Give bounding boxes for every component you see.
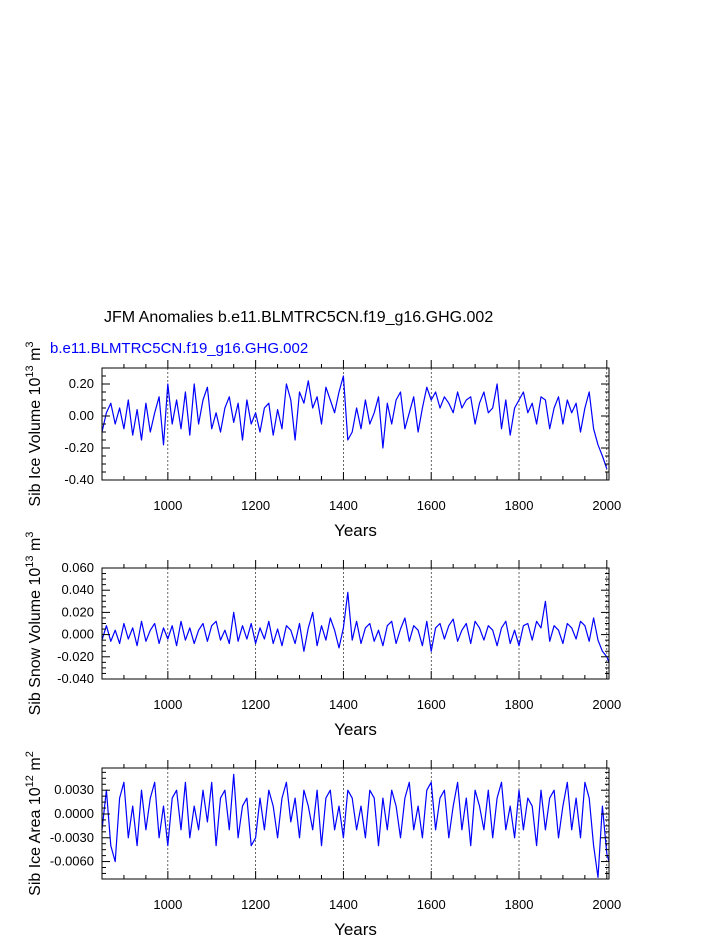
x-tick-label: 1200 xyxy=(241,697,271,712)
x-tick-label: 1000 xyxy=(153,498,183,513)
y-tick-label: -0.020 xyxy=(57,648,94,664)
x-axis-title: Years xyxy=(334,521,377,540)
y-axis-title-text: Sib Snow Volume 10 xyxy=(27,567,44,716)
series-line xyxy=(102,592,609,662)
y-tick-label: 0.00 xyxy=(68,408,94,423)
y-tick-label: 0.000 xyxy=(61,626,94,642)
y-axis-title-unit-exponent: 3 xyxy=(24,341,36,348)
y-axis-title-unit: m xyxy=(27,757,44,776)
y-tick-label: -0.0060 xyxy=(49,853,94,869)
x-tick-label: 2000 xyxy=(592,498,622,513)
x-tick-label: 1400 xyxy=(328,498,358,513)
subtitle: b.e11.BLMTRC5CN.f19_g16.GHG.002 xyxy=(50,340,309,357)
y-tick-label: 0.020 xyxy=(61,604,94,620)
series-line xyxy=(102,774,609,877)
y-axis-title-unit-exponent: 2 xyxy=(24,751,36,758)
y-tick-label: 0.060 xyxy=(61,560,94,575)
plot-frame xyxy=(102,368,609,480)
x-tick-label: 1400 xyxy=(328,897,358,912)
x-tick-label: 1800 xyxy=(504,697,534,712)
y-axis-title-text: Sib Ice Volume 10 xyxy=(27,377,44,507)
x-tick-label: 1800 xyxy=(504,897,534,912)
x-axis-title: Years xyxy=(334,720,377,739)
x-tick-label: 1400 xyxy=(328,697,358,712)
x-tick-label: 1800 xyxy=(504,498,534,513)
y-axis-title-exponent: 12 xyxy=(24,775,36,788)
series-line xyxy=(102,376,607,469)
x-tick-label: 2000 xyxy=(592,697,622,712)
y-axis-title xyxy=(24,751,44,896)
y-axis-title-unit: m xyxy=(27,537,44,556)
x-tick-label: 1000 xyxy=(153,697,183,712)
y-axis-title xyxy=(24,341,44,506)
y-tick-label: -0.040 xyxy=(57,671,94,686)
y-tick-label: 0.040 xyxy=(61,582,94,598)
panel-1 xyxy=(24,341,621,540)
y-axis-title-unit: m xyxy=(27,347,44,366)
x-axis-title: Years xyxy=(334,920,377,935)
main-title: JFM Anomalies b.e11.BLMTRC5CN.f19_g16.GHG.002 xyxy=(104,309,494,326)
y-axis-title-exponent: 13 xyxy=(24,555,36,568)
y-tick-label: -0.20 xyxy=(64,440,94,455)
y-tick-label: 0.20 xyxy=(68,376,94,391)
y-tick-label: 0.0000 xyxy=(54,805,94,821)
y-tick-label: -0.40 xyxy=(64,472,94,487)
x-tick-label: 2000 xyxy=(592,897,622,912)
y-axis-title-text: Sib Ice Area 10 xyxy=(27,787,44,896)
x-tick-label: 1000 xyxy=(153,897,183,912)
x-tick-label: 1200 xyxy=(241,498,271,513)
y-axis-title xyxy=(24,532,44,716)
y-axis-title-unit-exponent: 3 xyxy=(24,531,36,538)
y-axis-title-exponent: 13 xyxy=(24,365,36,378)
x-tick-label: 1600 xyxy=(416,498,446,513)
x-tick-label: 1600 xyxy=(416,897,446,912)
panel-3 xyxy=(24,751,621,935)
y-tick-label: -0.0030 xyxy=(49,829,94,845)
y-tick-label: 0.0030 xyxy=(54,782,94,798)
panel-2 xyxy=(24,532,621,739)
x-tick-label: 1600 xyxy=(416,697,446,712)
x-tick-label: 1200 xyxy=(241,897,271,912)
